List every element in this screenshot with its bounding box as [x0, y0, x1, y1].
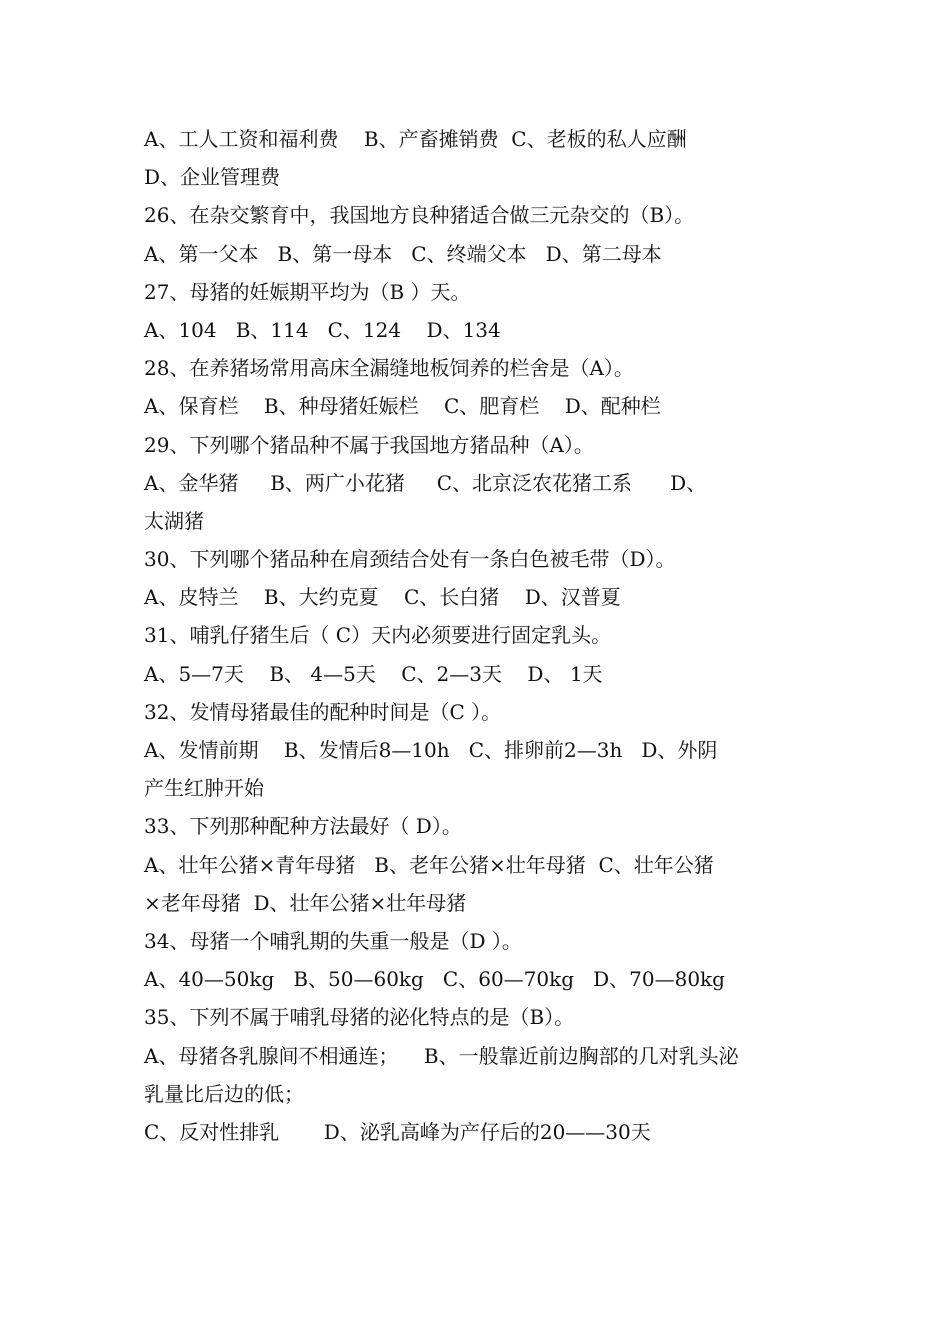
text-line: A、工人工资和福利费 B、产畜摊销费 C、老板的私人应酬	[144, 127, 687, 151]
options-33: A、壮年公猪×青年母猪 B、老年公猪×壮年母猪 C、壮年公猪	[144, 852, 714, 877]
question-30: 30、下列哪个猪品种在肩颈结合处有一条白色被毛带（D）。	[144, 547, 676, 572]
options-35: A、母猪各乳腺间不相通连； B、一般靠近前边胸部的几对乳头泌	[144, 1043, 739, 1068]
question-29: 29、下列哪个猪品种不属于我国地方猪品种（A）。	[144, 432, 594, 457]
options-35-cd: C、反对性排乳 D、泌乳高峰为产仔后的20——30天	[144, 1119, 651, 1144]
question-27: 27、母猪的妊娠期平均为（B ）天。	[144, 279, 471, 304]
options-32-cont: 产生红肿开始	[144, 776, 264, 801]
question-31: 31、哺乳仔猪生后（ C）天内必须要进行固定乳头。	[144, 623, 612, 648]
options-27: A、104 B、114 C、124 D、134	[144, 317, 501, 342]
options-29-cont: 太湖猪	[144, 508, 204, 533]
options-33-cont: ×老年母猪 D、壮年公猪×壮年母猪	[144, 890, 467, 915]
question-26: 26、在杂交繁育中，我国地方良种猪适合做三元杂交的（B）。	[144, 203, 695, 228]
options-35-cont: 乳量比后边的低；	[144, 1081, 304, 1106]
options-30: A、皮特兰 B、大约克夏 C、长白猪 D、汉普夏	[144, 585, 621, 610]
question-35: 35、下列不属于哺乳母猪的泌化特点的是（B）。	[144, 1005, 575, 1030]
options-26: A、第一父本 B、第一母本 C、终端父本 D、第二母本	[144, 241, 662, 266]
options-32: A、发情前期 B、发情后8—10h C、排卵前2—3h D、外阴	[144, 738, 718, 762]
question-33: 33、下列那种配种方法最好（ D）。	[144, 814, 462, 839]
options-31: A、5—7天 B、 4—5天 C、2—3天 D、 1天	[144, 661, 603, 686]
question-list	[144, 120, 824, 1151]
question-34: 34、母猪一个哺乳期的失重一般是（D ）。	[144, 928, 522, 953]
options-28: A、保育栏 B、种母猪妊娠栏 C、肥育栏 D、配种栏	[144, 394, 661, 419]
options-34: A、40—50kg B、50—60kg C、60—70kg D、70—80kg	[144, 967, 725, 992]
question-32: 32、发情母猪最佳的配种时间是（C ）。	[144, 699, 502, 724]
question-28: 28、在养猪场常用高床全漏缝地板饲养的栏舍是（A）。	[144, 356, 634, 381]
text-line: D、企业管理费	[144, 165, 281, 190]
options-29: A、金华猪 B、两广小花猪 C、北京泛农花猪工系 D、	[144, 470, 707, 495]
